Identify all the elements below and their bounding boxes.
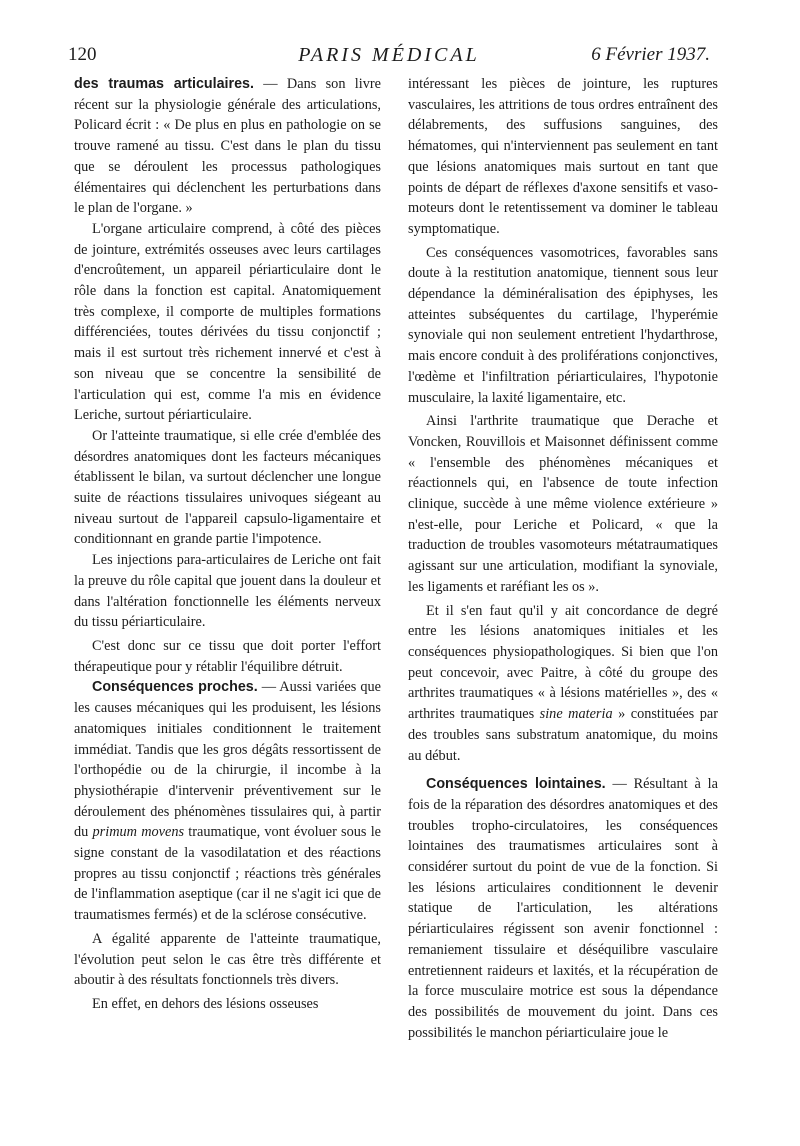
paragraph-text: traumatique, vont évoluer sous le signe constant de la vasodilatation et des réactions propres au tissu conjonctif ; réactions très générales de l'inflammation aseptique (car il ne s'agit ici que de traumatismes fermés) et de la sclérose consécutive.	[74, 824, 382, 924]
run-in-heading: Conséquences lointaines.	[426, 776, 606, 793]
paragraph: Or l'atteinte traumatique, si elle crée d'emblée des désordres anatomiques dont les facteurs mécaniques établissent le bilan, va surtout déclencher une longue suite de réactions tissulaires univoques siégeant au niveau surtout de l'appareil capsulo-ligamentaire et conditionnant en grande partie l'impotence.	[74, 427, 381, 548]
paragraph	[74, 74, 381, 219]
paragraph-text: — Aussi variées que les causes mécaniques qui les produisent, les lésions anatomiques initiales conditionnent le traitement immédiat. Tandis que les gros dégâts ressortissent de l'orthopédie ou de la chirurgie, il incombe à la physiothérapie d'intervenir préventivement sur le déroulement des phénomènes tissulaires qui, à partir du	[74, 679, 381, 841]
paragraph: C'est donc sur ce tissu que doit porter l'effort thérapeutique pour y rétablir l'équilibre détruit.	[74, 637, 381, 675]
issue-date: 6 Février 1937.	[591, 44, 710, 65]
paragraph-text: — Dans son livre récent sur la physiologie générale des articulations, Policard écrit : « De plus en plus en pathologie on se trouve ramené au tissu. C'est dans le plan du tissu que se déroulent les processus pathologiques élémentaires qui déclenchent les perturbations dans le plan de l'organe. »	[74, 76, 381, 217]
page-number: 120	[68, 44, 97, 65]
paragraph	[408, 774, 718, 1043]
paragraph: L'organe articulaire comprend, à côté des pièces de jointure, extrémités osseuses avec leurs cartilages d'encroûtement, un appareil périarticulaire dont le rôle dans la fonction est capital. Anatomiquement très complexe, il comporte de multiples formations différenciées, toutes dérivées du tissu conjonctif ; mais il est surtout très richement innervé et c'est à son niveau que se concentre la sensibilité de l'articulation qui est, comme l'a mis en évidence Leriche, surtout périarticulaire.	[74, 220, 381, 424]
right-column	[408, 74, 718, 1043]
paragraph-text: — Résultant à la fois de la réparation des désordres anatomiques et des troubles tropho-circulatoires, les conséquences lointaines des traumatismes articulaires sont à considérer surtout du point de vue de la fonction. Si les lésions articulaires conditionnent le devenir statique de l'articulation, les altérations périarticulaires régissent son avenir fonctionnel : remaniement tissulaire et déséquilibre vasculaire entretiennent raideurs et laxités, et la récupération de la force musculaire motrice est sous la dépendance des possibilités de mouvement du joint. Dans ces possibilités le manchon périarticulaire joue le	[408, 776, 719, 1041]
running-header	[68, 44, 710, 68]
paragraph: En effet, en dehors des lésions osseuses	[92, 995, 319, 1012]
paragraph: Ainsi l'arthrite traumatique que Derache et Voncken, Rouvillois et Maisonnet définissent comme « l'ensemble des phénomènes mécaniques et réactionnels qui, en l'absence de toute infection clinique, succède à une même violence extérieure » n'est-elle, pour Leriche et Policard, « que la traduction de troubles vasomoteurs métatraumatiques agissant sur une articulation, modifiant la synoviale, les ligaments et raréfiant les os ».	[408, 413, 718, 595]
run-in-heading: Conséquences proches.	[92, 679, 258, 696]
paragraph: A égalité apparente de l'atteinte traumatique, l'évolution peut selon le cas être très différente et aboutir à des résultats fonctionnels très divers.	[74, 930, 381, 989]
paragraph: Ces conséquences vasomotrices, favorables sans doute à la restitution anatomique, tiennent sous leur dépendance la déminéralisation des épiphyses, les atteintes subséquentes du cartilage, l'hyperémie synoviale qui non seulement entretient l'hydarthrose, mais encore conduit à des proliférations conjonctives, l'œdème et l'infiltration périarticulaires, l'hypotonie musculaire, la laxité ligamentaire, etc.	[408, 244, 718, 406]
italic-term: primum movens	[92, 824, 185, 841]
paragraph: Les injections para-articulaires de Leriche ont fait la preuve du rôle capital que jouent dans la douleur et dans l'altération fonctionnelle les éléments nerveux du tissu périarticulaire.	[74, 552, 381, 631]
paragraph	[74, 677, 381, 925]
run-in-heading: des traumas articulaires.	[74, 76, 254, 92]
italic-term: sine materia	[539, 706, 613, 723]
left-column	[74, 74, 381, 1015]
paragraph-text: Et il s'en faut qu'il y ait concordance de degré entre les lésions anatomiques initiales et les conséquences physiopathologiques. Si bien que l'on peut concevoir, avec Paitre, à côté du groupe des arthrites traumatiques « à lésions matérielles », des « arthrites traumatiques	[408, 602, 718, 723]
paragraph-text: » constituées par des troubles sans substratum anatomique, du moins au début.	[408, 706, 718, 764]
journal-title: PARIS MÉDICAL	[298, 44, 480, 66]
paragraph	[408, 601, 718, 767]
paragraph: intéressant les pièces de jointure, les ruptures vasculaires, les attritions de tous ordres entraînent des délabrements, des suffusions sanguines, des hématomes, qui n'interviennent pas seulement en tant que lésions anatomiques mais surtout en tant que points de départ de réflexes d'axone sensitifs et vaso-moteurs dont le retentissement va dominer le tableau symptomatique.	[408, 76, 718, 237]
